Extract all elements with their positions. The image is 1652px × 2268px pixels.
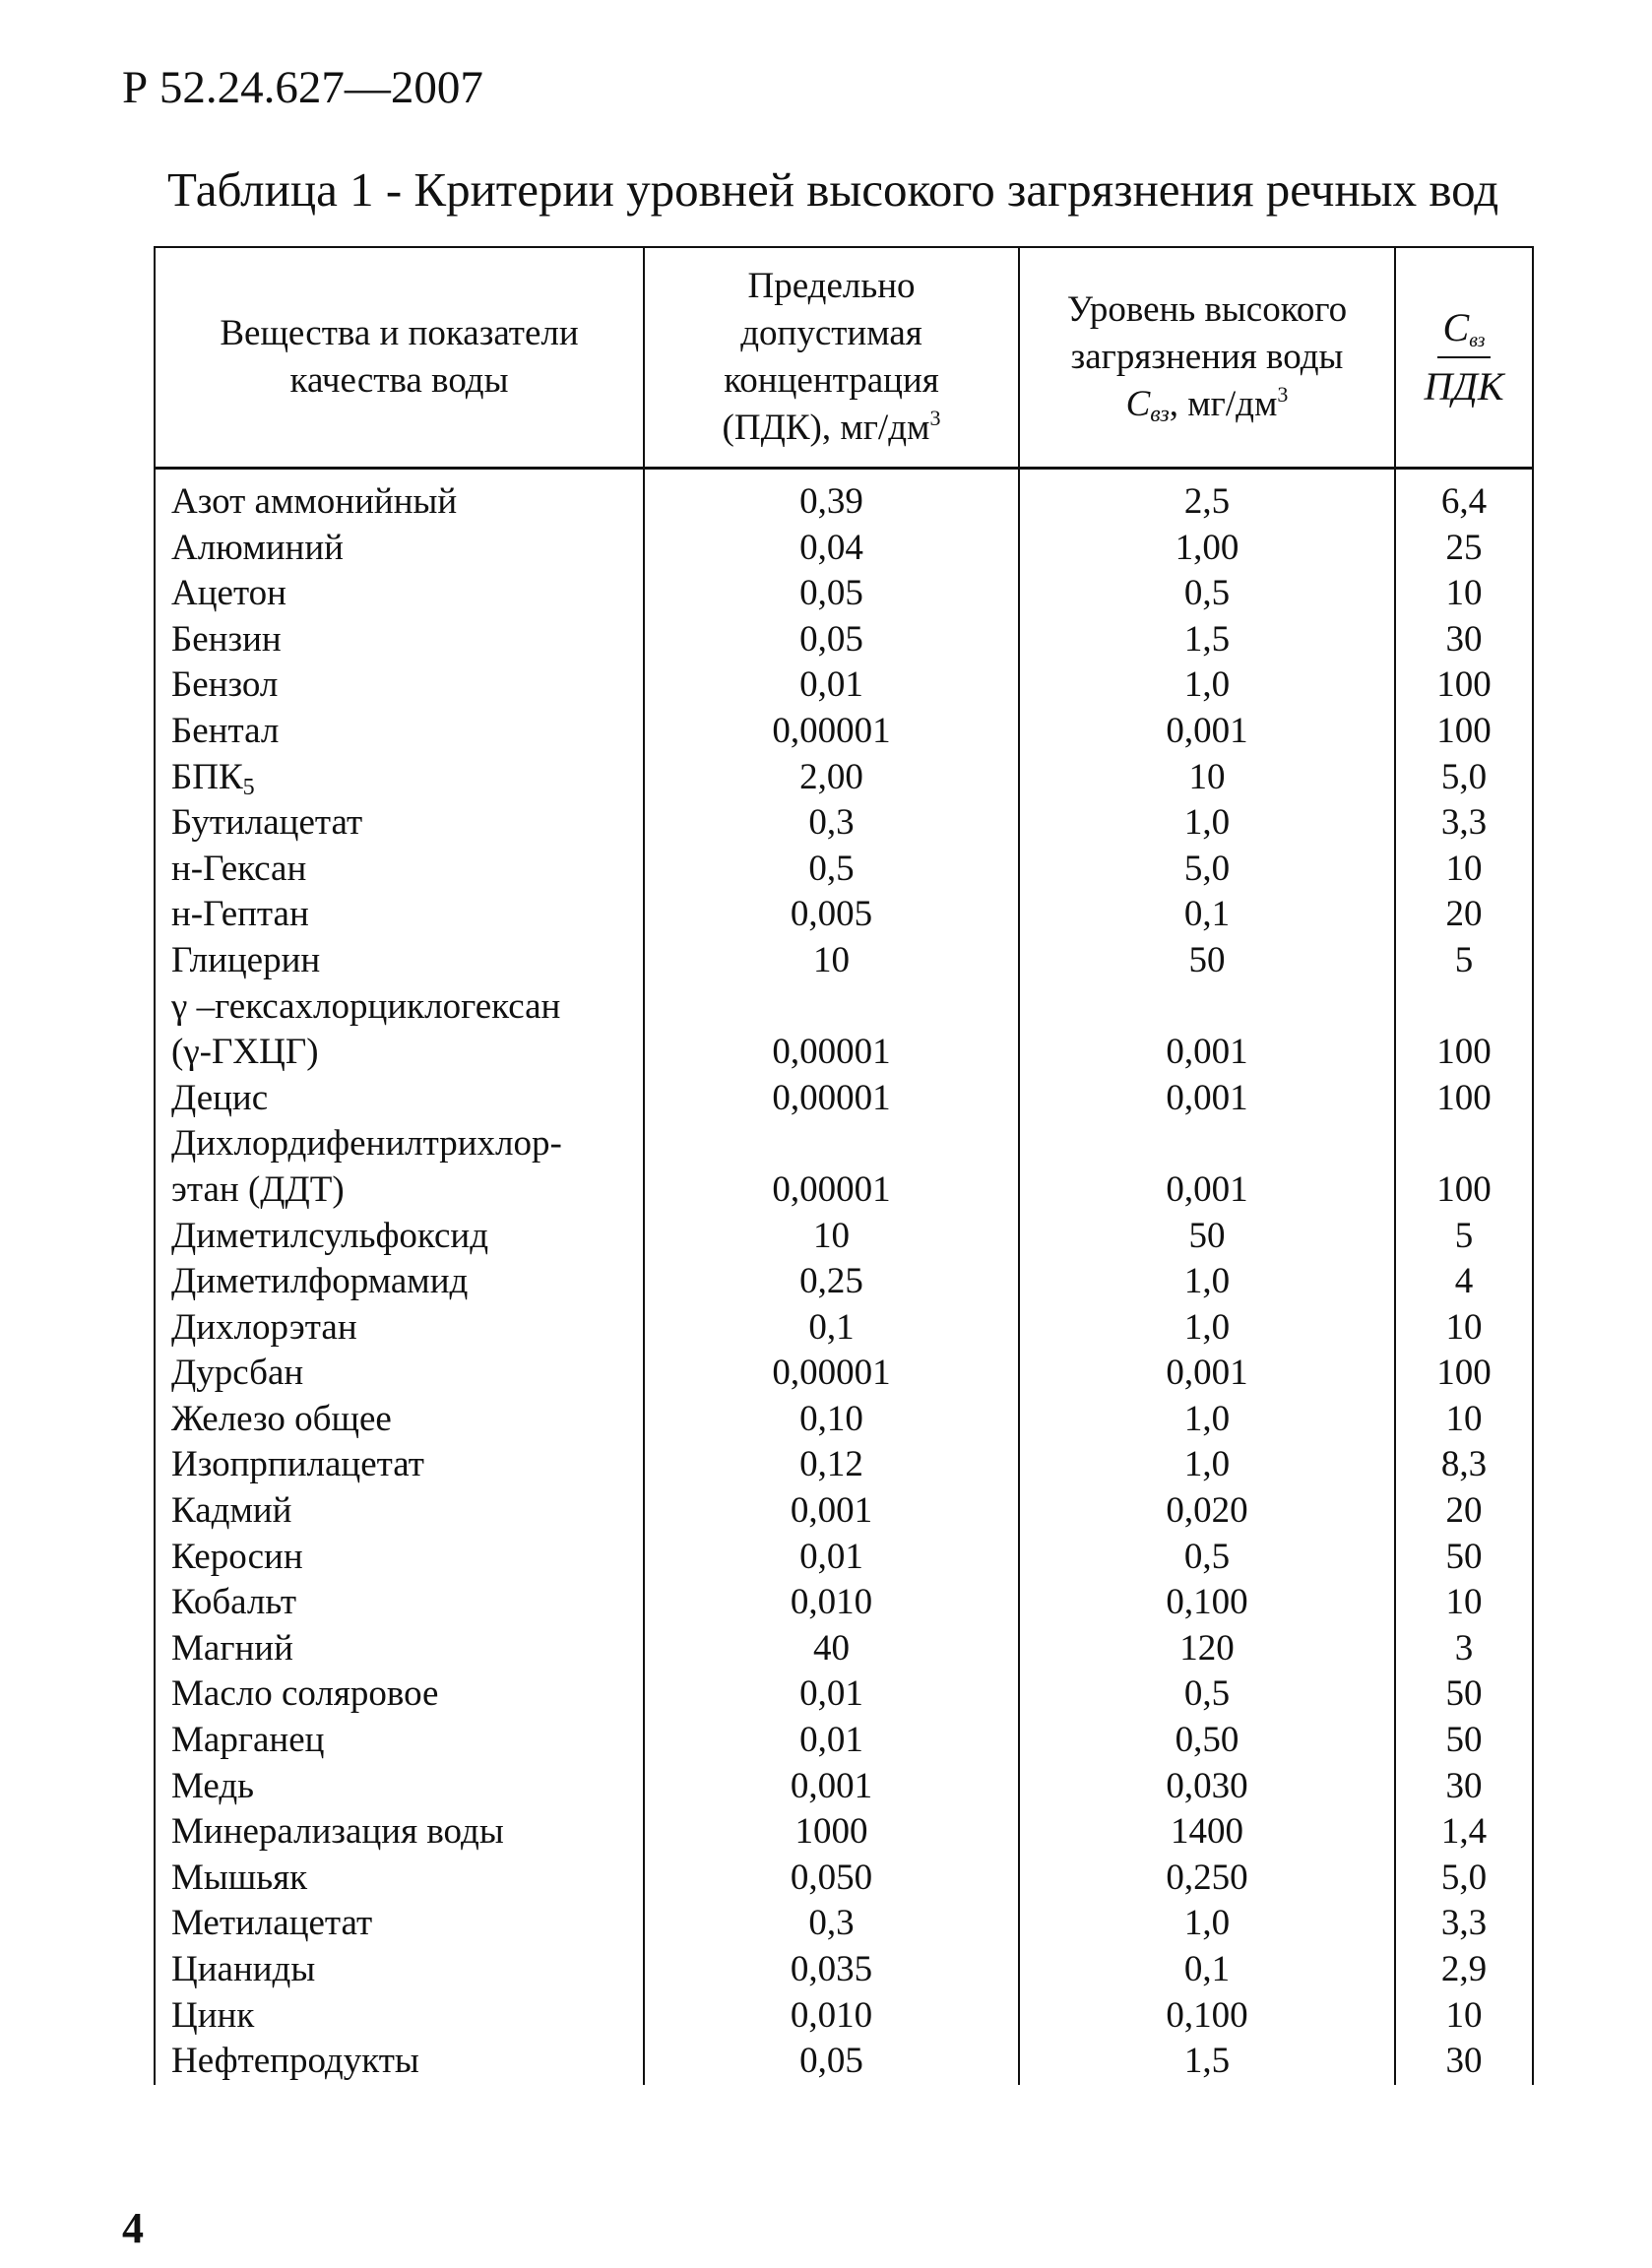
- cell-pdk: 10: [644, 938, 1019, 984]
- cell-pdk: 0,00001: [644, 709, 1019, 755]
- cell-ratio: 100: [1395, 1076, 1533, 1122]
- substance-name: Глицерин: [171, 939, 321, 980]
- cell-substance: [155, 847, 644, 893]
- cell-cvz: 1,0: [1019, 1442, 1395, 1488]
- cell-pdk: 0,00001: [644, 1351, 1019, 1397]
- substance-name: Бентал: [171, 710, 280, 751]
- cell-cvz: 0,50: [1019, 1718, 1395, 1764]
- table-row: [155, 800, 1533, 847]
- substance-name: Диметилформамид: [171, 1261, 469, 1302]
- table-row: [155, 892, 1533, 938]
- substance-name: Бензол: [171, 664, 279, 706]
- cell-pdk: 2,00: [644, 755, 1019, 801]
- cell-substance: [155, 1488, 644, 1535]
- cell-ratio: 50: [1395, 1535, 1533, 1581]
- cell-pdk: 0,25: [644, 1259, 1019, 1305]
- header-ratio: [1395, 247, 1533, 469]
- header-cvz: [1019, 247, 1395, 469]
- cell-pdk: 0,00001: [644, 1167, 1019, 1214]
- cell-substance: [155, 1947, 644, 1993]
- table-row: [155, 1030, 1533, 1076]
- header-cvz-symbol-sub: вз: [1150, 402, 1170, 427]
- cell-cvz: 0,5: [1019, 571, 1395, 617]
- cell-cvz: 1,0: [1019, 1397, 1395, 1443]
- table-row: [155, 1442, 1533, 1488]
- table-row: [155, 1993, 1533, 2040]
- table-row: [155, 526, 1533, 572]
- table-row: [155, 755, 1533, 801]
- cell-pdk: 0,010: [644, 1580, 1019, 1626]
- cell-pdk: 40: [644, 1626, 1019, 1672]
- substance-name: (γ-ГХЦГ): [171, 1032, 319, 1073]
- substance-name: Нефтепродукты: [171, 2041, 419, 2082]
- cell-ratio: 6,4: [1395, 469, 1533, 526]
- cell-pdk: 0,3: [644, 1901, 1019, 1947]
- cell-pdk: 0,01: [644, 1535, 1019, 1581]
- cell-substance: [155, 1167, 644, 1214]
- substance-name: Керосин: [171, 1536, 303, 1577]
- substance-name: Кадмий: [171, 1490, 292, 1532]
- table-title: Таблица 1 - Критерии уровней высокого загрязнения речных вод: [167, 162, 1499, 217]
- cell-cvz: 1,0: [1019, 800, 1395, 847]
- cell-ratio: 5: [1395, 938, 1533, 984]
- cell-substance: [155, 1718, 644, 1764]
- cell-substance: [155, 1993, 644, 2040]
- cell-substance: [155, 892, 644, 938]
- substance-name: Диметилсульфоксид: [171, 1215, 489, 1256]
- cell-ratio: [1395, 984, 1533, 1031]
- cell-pdk: 0,001: [644, 1764, 1019, 1810]
- cell-pdk: 0,00001: [644, 1076, 1019, 1122]
- cell-ratio: 10: [1395, 571, 1533, 617]
- cell-substance: [155, 1580, 644, 1626]
- cell-pdk: 0,01: [644, 1718, 1019, 1764]
- table-row: [155, 938, 1533, 984]
- cell-pdk: 0,1: [644, 1305, 1019, 1352]
- ratio-fraction: [1425, 303, 1504, 411]
- cell-substance: [155, 1259, 644, 1305]
- header-pdk: [644, 247, 1019, 469]
- substance-name: Цинк: [171, 1994, 255, 2036]
- cell-substance: [155, 1397, 644, 1443]
- cell-ratio: 30: [1395, 2039, 1533, 2085]
- cell-substance: [155, 2039, 644, 2085]
- cell-substance: [155, 1030, 644, 1076]
- cell-pdk: 0,04: [644, 526, 1019, 572]
- cell-pdk: 10: [644, 1214, 1019, 1260]
- cell-cvz: 0,250: [1019, 1856, 1395, 1902]
- cell-cvz: 50: [1019, 938, 1395, 984]
- substance-name: Азот аммонийный: [171, 481, 458, 522]
- table-row: [155, 1488, 1533, 1535]
- cell-substance: [155, 1214, 644, 1260]
- cell-ratio: 100: [1395, 1351, 1533, 1397]
- cell-ratio: 30: [1395, 617, 1533, 663]
- cell-substance: [155, 1076, 644, 1122]
- cell-substance: [155, 1671, 644, 1718]
- table-row: [155, 1076, 1533, 1122]
- cell-cvz: [1019, 984, 1395, 1031]
- cell-ratio: 10: [1395, 847, 1533, 893]
- cell-substance: [155, 662, 644, 709]
- cell-pdk: 0,01: [644, 662, 1019, 709]
- cell-cvz: 5,0: [1019, 847, 1395, 893]
- cell-substance: [155, 1901, 644, 1947]
- header-pdk-line1: Предельно: [747, 266, 916, 306]
- cell-pdk: 0,00001: [644, 1030, 1019, 1076]
- cell-ratio: 50: [1395, 1718, 1533, 1764]
- substance-name: Кобальт: [171, 1582, 297, 1623]
- table-row: [155, 571, 1533, 617]
- cell-substance: [155, 1305, 644, 1352]
- cell-ratio: 10: [1395, 1993, 1533, 2040]
- cell-pdk: 0,5: [644, 847, 1019, 893]
- cell-ratio: 100: [1395, 1167, 1533, 1214]
- cell-cvz: [1019, 1121, 1395, 1167]
- substance-name: н-Гептан: [171, 894, 309, 935]
- substance-name: БПК: [171, 756, 243, 797]
- header-pdk-line2: допустимая: [740, 313, 922, 353]
- header-cvz-symbol: С: [1125, 384, 1151, 424]
- cell-pdk: 0,05: [644, 617, 1019, 663]
- cell-ratio: 30: [1395, 1764, 1533, 1810]
- cell-ratio: 20: [1395, 1488, 1533, 1535]
- cell-ratio: 5,0: [1395, 1856, 1533, 1902]
- cell-ratio: 8,3: [1395, 1442, 1533, 1488]
- cell-cvz: 10: [1019, 755, 1395, 801]
- table-body: [155, 469, 1533, 2085]
- cell-ratio: 20: [1395, 892, 1533, 938]
- header-cvz-sup: 3: [1277, 382, 1289, 407]
- substance-name-sub: 5: [242, 774, 255, 800]
- cell-cvz: 0,030: [1019, 1764, 1395, 1810]
- table-row: [155, 984, 1533, 1031]
- cell-cvz: 0,5: [1019, 1535, 1395, 1581]
- cell-substance: [155, 571, 644, 617]
- cell-pdk: 0,05: [644, 2039, 1019, 2085]
- cell-pdk: 0,01: [644, 1671, 1019, 1718]
- cell-substance: [155, 1535, 644, 1581]
- substance-name: γ –гексахлорциклогексан: [171, 985, 561, 1027]
- table-row: [155, 1535, 1533, 1581]
- table-row: [155, 617, 1533, 663]
- ratio-denominator: ПДК: [1424, 364, 1504, 409]
- cell-pdk: 0,050: [644, 1856, 1019, 1902]
- cell-cvz: 0,020: [1019, 1488, 1395, 1535]
- table-row: [155, 1305, 1533, 1352]
- cell-substance: [155, 1626, 644, 1672]
- cell-substance: [155, 469, 644, 526]
- substance-name: Метилацетат: [171, 1903, 373, 1944]
- table-row: [155, 709, 1533, 755]
- substance-name: Изопрпилацетат: [171, 1444, 424, 1485]
- page-number: 4: [122, 2204, 144, 2252]
- cell-cvz: 1400: [1019, 1809, 1395, 1856]
- substance-name: Ацетон: [171, 573, 286, 614]
- table-row: [155, 1259, 1533, 1305]
- cell-substance: [155, 800, 644, 847]
- cell-pdk: 0,010: [644, 1993, 1019, 2040]
- substance-name: этан (ДДТ): [171, 1168, 345, 1210]
- table-row: [155, 1671, 1533, 1718]
- cell-substance: [155, 526, 644, 572]
- substance-name: Магний: [171, 1627, 293, 1669]
- cell-ratio: 10: [1395, 1580, 1533, 1626]
- table-row: [155, 1351, 1533, 1397]
- header-pdk-line4: (ПДК), мг/дм: [722, 408, 930, 448]
- substance-name: Марганец: [171, 1720, 325, 1761]
- cell-cvz: 0,001: [1019, 1030, 1395, 1076]
- header-substance-line1: Вещества и показатели: [220, 313, 579, 353]
- substance-name: Бензин: [171, 618, 282, 660]
- header-row: [155, 247, 1533, 469]
- cell-cvz: 0,001: [1019, 1076, 1395, 1122]
- cell-substance: [155, 1121, 644, 1167]
- cell-cvz: 50: [1019, 1214, 1395, 1260]
- cell-pdk: 0,39: [644, 469, 1019, 526]
- cell-pdk: 0,035: [644, 1947, 1019, 1993]
- cell-ratio: 50: [1395, 1671, 1533, 1718]
- table-row: [155, 1214, 1533, 1260]
- cell-substance: [155, 755, 644, 801]
- cell-pdk: 0,10: [644, 1397, 1019, 1443]
- criteria-table: [154, 246, 1534, 2085]
- cell-cvz: 1,5: [1019, 2039, 1395, 2085]
- cell-substance: [155, 1764, 644, 1810]
- table-row: [155, 1901, 1533, 1947]
- ratio-numerator: [1437, 303, 1492, 358]
- cell-ratio: 10: [1395, 1305, 1533, 1352]
- cell-cvz: 0,1: [1019, 892, 1395, 938]
- header-cvz-unit: , мг/дм: [1169, 384, 1278, 424]
- cell-substance: [155, 617, 644, 663]
- cell-cvz: 0,001: [1019, 1167, 1395, 1214]
- cell-pdk: 0,05: [644, 571, 1019, 617]
- table-row: [155, 1718, 1533, 1764]
- substance-name: Медь: [171, 1765, 255, 1806]
- ratio-numerator-sub: вз: [1469, 330, 1486, 351]
- table-row: [155, 1397, 1533, 1443]
- table-row: [155, 1856, 1533, 1902]
- cell-ratio: 2,9: [1395, 1947, 1533, 1993]
- table-row: [155, 2039, 1533, 2085]
- cell-ratio: [1395, 1121, 1533, 1167]
- cell-ratio: 5: [1395, 1214, 1533, 1260]
- substance-name: Цианиды: [171, 1949, 316, 1989]
- table-row: [155, 1764, 1533, 1810]
- table-row: [155, 469, 1533, 526]
- cell-cvz: 0,100: [1019, 1993, 1395, 2040]
- table-row: [155, 1809, 1533, 1856]
- cell-substance: [155, 1856, 644, 1902]
- cell-cvz: 0,001: [1019, 1351, 1395, 1397]
- cell-pdk: 0,12: [644, 1442, 1019, 1488]
- cell-ratio: 3,3: [1395, 800, 1533, 847]
- header-substance-line2: качества воды: [289, 360, 509, 401]
- cell-cvz: 1,0: [1019, 1305, 1395, 1352]
- cell-pdk: [644, 984, 1019, 1031]
- cell-cvz: 2,5: [1019, 469, 1395, 526]
- cell-ratio: 100: [1395, 1030, 1533, 1076]
- header-cvz-line2: загрязнения воды: [1070, 337, 1344, 377]
- cell-pdk: 0,005: [644, 892, 1019, 938]
- cell-cvz: 1,0: [1019, 1259, 1395, 1305]
- substance-name: Бутилацетат: [171, 802, 363, 844]
- substance-name: н-Гексан: [171, 848, 307, 889]
- cell-pdk: 1000: [644, 1809, 1019, 1856]
- cell-pdk: 0,3: [644, 800, 1019, 847]
- table-row: [155, 662, 1533, 709]
- substance-name: Мышьяк: [171, 1857, 308, 1898]
- substance-name: Дурсбан: [171, 1353, 304, 1394]
- document-code: Р 52.24.627—2007: [122, 62, 483, 113]
- cell-ratio: 25: [1395, 526, 1533, 572]
- cell-ratio: 100: [1395, 662, 1533, 709]
- substance-name: Масло соляровое: [171, 1673, 439, 1715]
- cell-cvz: 1,0: [1019, 662, 1395, 709]
- table-row: [155, 1167, 1533, 1214]
- cell-ratio: 3,3: [1395, 1901, 1533, 1947]
- table-row: [155, 847, 1533, 893]
- cell-cvz: 0,001: [1019, 709, 1395, 755]
- substance-name: Минерализация воды: [171, 1811, 504, 1853]
- cell-ratio: 4: [1395, 1259, 1533, 1305]
- substance-name: Железо общее: [171, 1398, 392, 1439]
- header-pdk-sup: 3: [929, 406, 941, 430]
- table-header: [155, 247, 1533, 469]
- cell-ratio: 5,0: [1395, 755, 1533, 801]
- cell-substance: [155, 709, 644, 755]
- table-row: [155, 1580, 1533, 1626]
- cell-substance: [155, 938, 644, 984]
- cell-pdk: 0,001: [644, 1488, 1019, 1535]
- table-row: [155, 1121, 1533, 1167]
- cell-pdk: [644, 1121, 1019, 1167]
- table-row: [155, 1947, 1533, 1993]
- substance-name: Дихлорэтан: [171, 1306, 357, 1348]
- cell-cvz: 1,5: [1019, 617, 1395, 663]
- cell-ratio: 1,4: [1395, 1809, 1533, 1856]
- substance-name: Децис: [171, 1077, 269, 1118]
- cell-ratio: 10: [1395, 1397, 1533, 1443]
- substance-name: Дихлордифенилтрихлор-: [171, 1123, 562, 1165]
- header-substance: [155, 247, 644, 469]
- substance-name: Алюминий: [171, 527, 344, 568]
- cell-cvz: 120: [1019, 1626, 1395, 1672]
- cell-cvz: 1,00: [1019, 526, 1395, 572]
- cell-ratio: 3: [1395, 1626, 1533, 1672]
- ratio-numerator-symbol: С: [1442, 305, 1470, 349]
- cell-cvz: 0,100: [1019, 1580, 1395, 1626]
- header-pdk-line3: концентрация: [724, 360, 939, 401]
- cell-substance: [155, 1442, 644, 1488]
- cell-cvz: 1,0: [1019, 1901, 1395, 1947]
- cell-ratio: 100: [1395, 709, 1533, 755]
- table-row: [155, 1626, 1533, 1672]
- cell-cvz: 0,1: [1019, 1947, 1395, 1993]
- cell-cvz: 0,5: [1019, 1671, 1395, 1718]
- cell-substance: [155, 984, 644, 1031]
- cell-substance: [155, 1809, 644, 1856]
- header-cvz-line1: Уровень высокого: [1066, 289, 1348, 330]
- cell-substance: [155, 1351, 644, 1397]
